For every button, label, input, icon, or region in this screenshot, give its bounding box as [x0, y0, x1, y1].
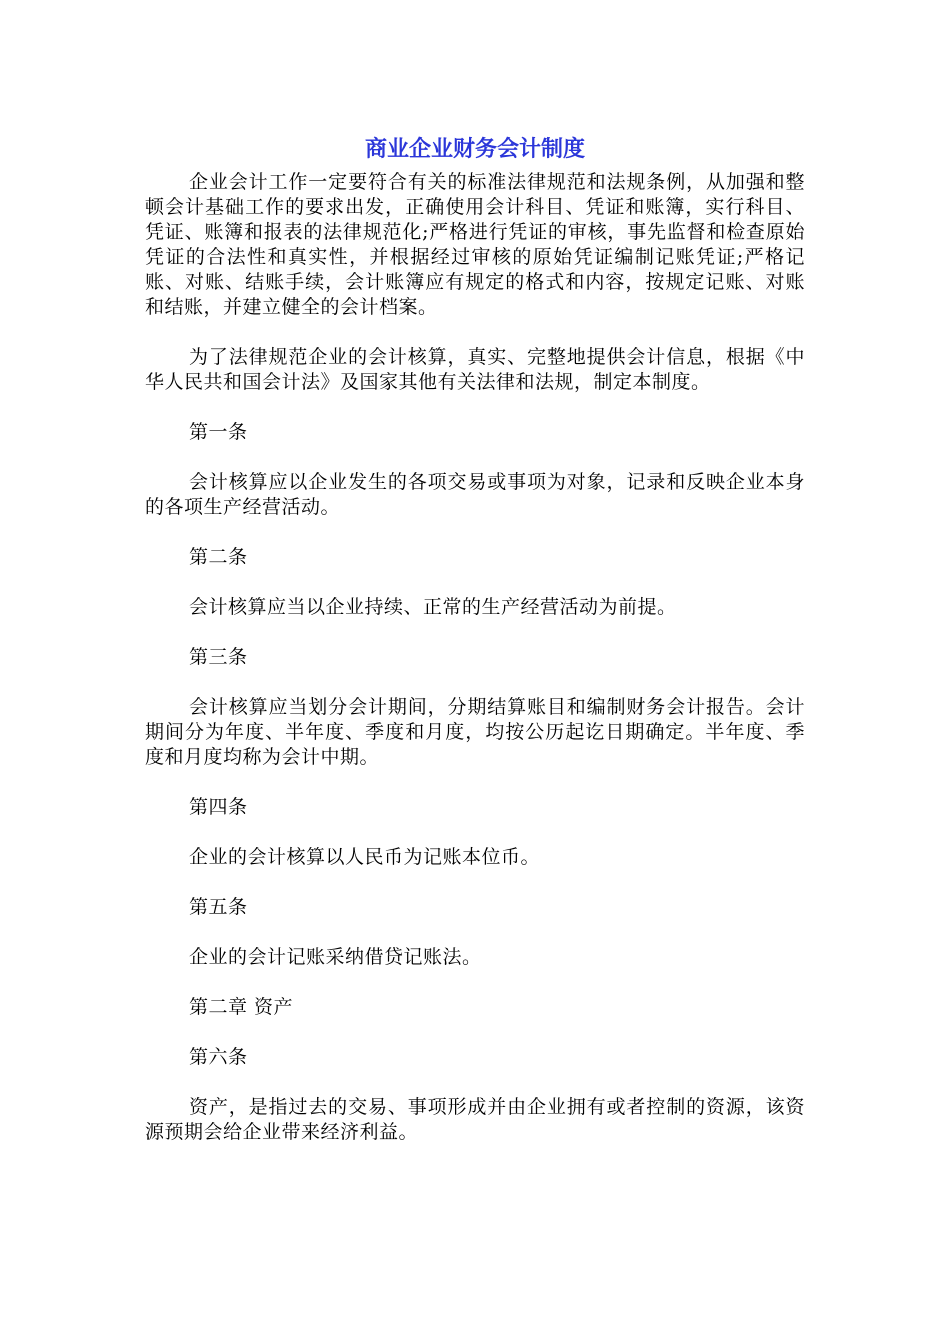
article-heading-2: 第二条 — [189, 546, 248, 568]
article-body-5: 企业的会计记账采纳借贷记账法。 — [189, 946, 482, 968]
paragraph-purpose: 为了法律规范企业的会计核算，真实、完整地提供会计信息，根据《中华人民共和国会计法》及国家其他有关法律和法规，制定本制度。 — [145, 346, 805, 393]
article-heading-6: 第六条 — [189, 1046, 248, 1068]
article-heading-4: 第四条 — [189, 796, 248, 818]
article-heading-3: 第三条 — [189, 646, 248, 668]
article-body-3: 会计核算应当划分会计期间，分期结算账目和编制财务会计报告。会计期间分为年度、半年度、季度和月度，均按公历起讫日期确定。半年度、季度和月度均称为会计中期。 — [145, 696, 805, 768]
article-heading-5: 第五条 — [189, 896, 248, 918]
article-body-2: 会计核算应当以企业持续、正常的生产经营活动为前提。 — [189, 596, 677, 618]
paragraph-intro: 企业会计工作一定要符合有关的标准法律规范和法规条例，从加强和整顿会计基础工作的要求出发，正确使用会计科目、凭证和账簿，实行科目、凭证、账簿和报表的法律规范化;严格进行凭证的审核，事先监督和检查原始凭证的合法性和真实性，并根据经过审核的原始凭证编制记账凭证;严格记账、对账、结账手续，会计账簿应有规定的格式和内容，按规定记账、对账和结账，并建立健全的会计档案。 — [145, 171, 805, 318]
document-page — [145, 130, 805, 1145]
chapter-heading-2: 第二章 资产 — [189, 996, 294, 1018]
article-body-1: 会计核算应以企业发生的各项交易或事项为对象，记录和反映企业本身的各项生产经营活动。 — [145, 471, 805, 518]
article-body-4: 企业的会计核算以人民币为记账本位币。 — [189, 846, 541, 868]
article-body-6: 资产，是指过去的交易、事项形成并由企业拥有或者控制的资源，该资源预期会给企业带来经济利益。 — [145, 1096, 805, 1143]
document-title: 商业企业财务会计制度 — [364, 137, 585, 162]
article-heading-1: 第一条 — [189, 421, 248, 443]
